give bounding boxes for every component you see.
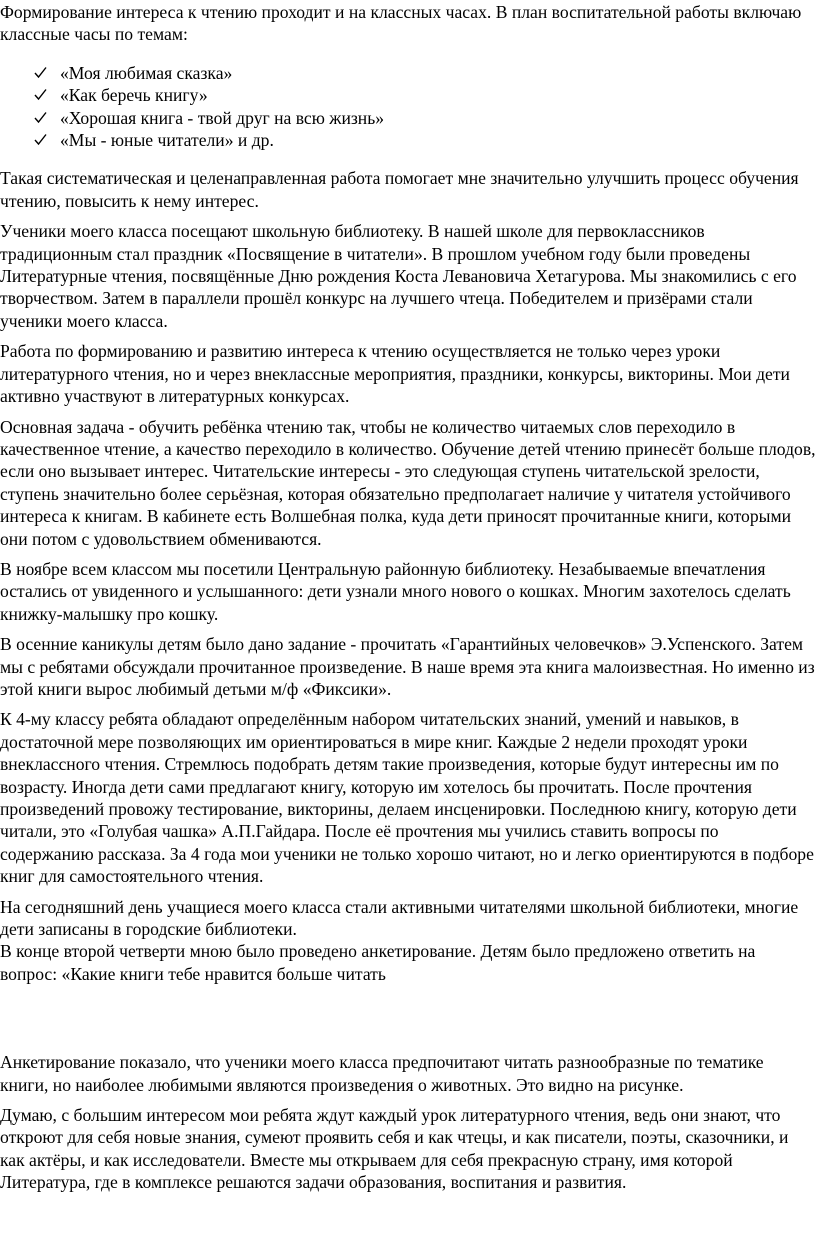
body-paragraph: К 4-му классу ребята обладают определённым набором читательских знаний, умений и навыков, в достаточной мере позволяющих им ориентироваться в мире книг. Каждые 2 недели проходят уроки внеклассного чтения. Стремлюсь подобрать детям такие произведения, которые будут интересны им по возрасту. Иногда дети сами предлагают книгу, которую им хотелось бы прочитать. После прочтения произведений провожу тестирование, викторины, делаем инсценировки. Последнюю книгу, которую дети читали, это «Голубая чашка» А.П.Гайдара. После её прочтения мы учились ставить вопросы по содержанию рассказа. За 4 года мои ученики не только хорошо читают, но и легко ориентируются в подборе книг для самостоятельного чтения.	[0, 709, 814, 887]
topic-item	[34, 62, 816, 84]
survey-line: В конце второй четверти мною было проведено анкетирование. Детям было предложено ответить на вопрос: «Какие книги тебе нравится больше читать	[0, 941, 756, 984]
checkmark-icon	[34, 133, 47, 146]
checkmark-icon	[34, 66, 47, 79]
body-paragraph: Работа по формированию и развитию интереса к чтению осуществляется не только через уроки литературного чтения, но и через внеклассные мероприятия, праздники, конкурсы, викторины. Мои дети активно участвуют в литературных конкурсах.	[0, 341, 790, 407]
blank-space	[0, 993, 816, 1051]
library-line: На сегодняшний день учащиеся моего класса стали активными читателями школьной библиотеки, многие дети записаны в городские библиотеки.	[0, 896, 799, 940]
library-paragraph	[0, 896, 816, 986]
intro-paragraph: Формирование интереса к чтению проходит и на классных часах. В план воспитательной работы включаю классные часы по темам:	[0, 2, 802, 45]
topic-item	[34, 107, 816, 129]
topic-text: «Моя любимая сказка»	[60, 62, 233, 83]
topics-list	[0, 62, 816, 152]
checkmark-icon	[34, 111, 47, 124]
body-paragraph: Думаю, с большим интересом мои ребята ждут каждый урок литературного чтения, ведь они знают, что откроют для себя новые знания, сумеют проявить себя и как чтецы, и как писатели, поэты, сказочники, и как актёры, и как исследователи. Вместе мы открываем для себя прекрасную страну, имя которой Литература, где в комплексе решаются задачи образования, воспитания и развития.	[0, 1105, 789, 1193]
body-paragraph: Анкетирование показало, что ученики моего класса предпочитают читать разнообразные по тематике книги, но наиболее любимыми являются произведения о животных. Это видно на рисунке.	[0, 1052, 764, 1095]
body-paragraph: Такая систематическая и целенаправленная работа помогает мне значительно улучшить процесс обучения чтению, повысить к нему интерес.	[0, 168, 799, 211]
body-paragraph: Основная задача - обучить ребёнка чтению так, чтобы не количество читаемых слов переходило в качественное чтение, а качество переходило в количество. Обучение детей чтению принесёт больше плодов, если оно вызывает интерес. Читательские интересы - это следующая ступень читательской зрелости, ступень значительно более серьёзная, которая обязательно предполагает наличие у читателя устойчивого интереса к книгам. В кабинете есть Волшебная полка, куда дети приносят прочитанные книги, которыми они потом с удовольствием обмениваются.	[0, 416, 816, 549]
topic-text: «Как беречь книгу»	[60, 85, 208, 106]
body-paragraph: В осенние каникулы детям было дано задание - прочитать «Гарантийных человечков» Э.Успенского. Затем мы с ребятами обсуждали прочитанное произведение. В наше время эта книга малоизвестная. Но именно из этой книги вырос любимый детьми м/ф «Фиксики».	[0, 634, 815, 699]
checkmark-icon	[34, 88, 47, 101]
topic-item	[34, 129, 816, 151]
topic-text: «Хорошая книга - твой друг на всю жизнь»	[60, 107, 385, 128]
body-paragraph: Ученики моего класса посещают школьную библиотеку. В нашей школе для первоклассников традиционным стал праздник «Посвящение в читатели». В прошлом учебном году были проведены Литературные чтения, посвящённые Дню рождения Коста Левановича Хетагурова. Мы знакомились с его творчеством. Затем в параллели прошёл конкурс на лучшего чтеца. Победителем и призёрами стали ученики моего класса.	[0, 221, 797, 331]
body-paragraph: В ноябре всем классом мы посетили Центральную районную библиотеку. Незабываемые впечатления остались от увиденного и услышанного: дети узнали много нового о кошках. Многим захотелось сделать книжку-малышку про кошку.	[0, 558, 791, 624]
topic-item	[34, 84, 816, 106]
topic-text: «Мы - юные читатели» и др.	[60, 130, 274, 151]
